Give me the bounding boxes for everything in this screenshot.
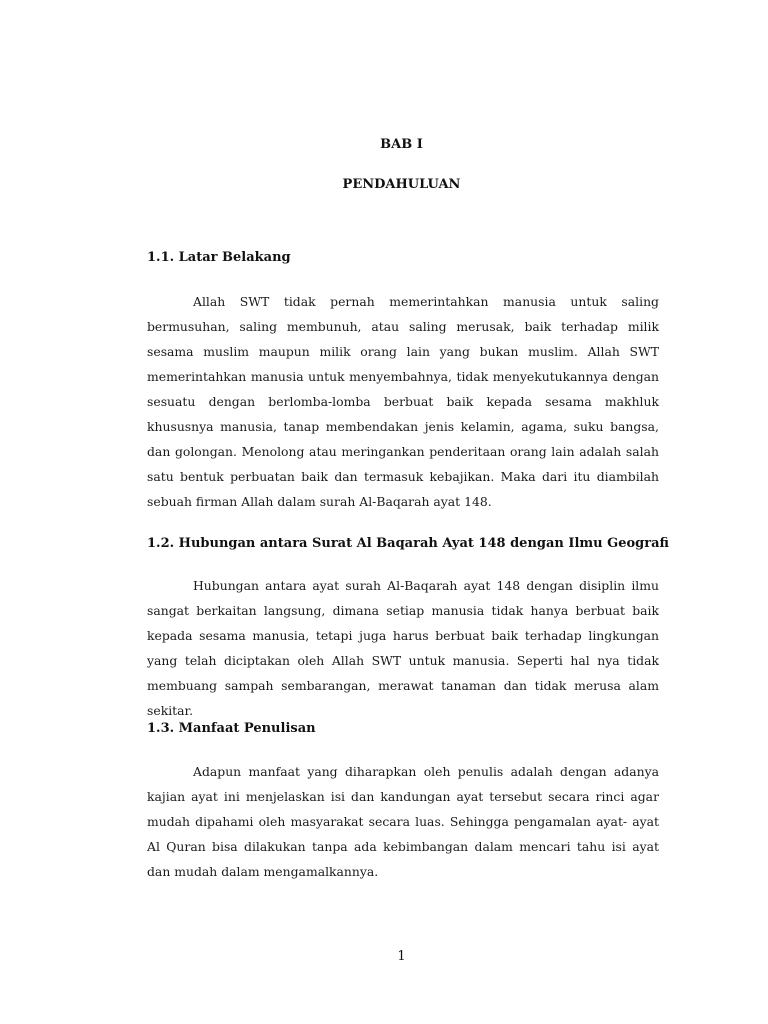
chapter-title: PENDAHULUAN	[342, 177, 461, 192]
section-paragraph-hubungan: Hubungan antara ayat surah Al-Baqarah ayat 148 dengan disiplin ilmu sangat berkaitan langsung, dimana setiap manusia tidak hanya berbuat baik kepada sesama manusia, tetapi juga harus berbuat baik terhadap lingkungan yang telah diciptakan oleh Allah SWT untuk manusia. Seperti hal nya tidak membuang sampah sembarangan, merawat tanaman dan tidak merusa alam sekitar.	[147, 578, 659, 718]
section-paragraph-latar-belakang: Allah SWT tidak pernah memerintahkan manusia untuk saling bermusuhan, saling membunuh, atau saling merusak, baik terhadap milik sesama muslim maupun milik orang lain yang bukan muslim. Allah SWT memerintahkan manusia untuk menyembahnya, tidak menyekutukannya dengan sesuatu dengan berlomba-lomba berbuat baik kepada sesama makhluk khususnya manusia, tanap membendakan jenis kelamin, agama, suku bangsa, dan golongan. Menolong atau meringankan penderitaan orang lain adalah salah satu bentuk perbuatan baik dan termasuk kebajikan. Maka dari itu diambilah sebuah firman Allah dalam surah Al-Baqarah ayat 148.	[147, 294, 659, 509]
section-heading-latar-belakang: 1.1. Latar Belakang	[147, 250, 291, 265]
page-number: 1	[397, 949, 406, 964]
section-heading-manfaat: 1.3. Manfaat Penulisan	[147, 721, 316, 736]
chapter-number: BAB I	[380, 137, 423, 152]
section-heading-hubungan: 1.2. Hubungan antara Surat Al Baqarah Ayat 148 dengan Ilmu Geografi	[147, 536, 669, 551]
section-paragraph-manfaat: Adapun manfaat yang diharapkan oleh penulis adalah dengan adanya kajian ayat ini menjelaskan isi dan kandungan ayat tersebut secara rinci agar mudah dipahami oleh masyarakat secara luas. Sehingga pengamalan ayat- ayat Al Quran bisa dilakukan tanpa ada kebimbangan dalam mencari tahu isi ayat dan mudah dalam mengamalkannya.	[147, 764, 659, 879]
